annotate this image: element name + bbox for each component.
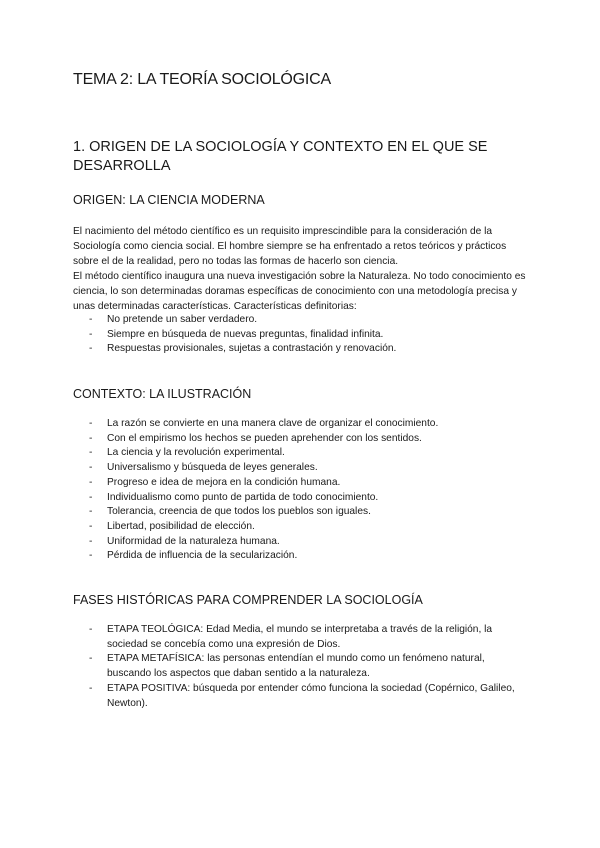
dash-marker: -	[89, 343, 93, 355]
list-item: - Pérdida de influencia de la secularización.	[73, 549, 529, 564]
section-heading: 1. ORIGEN DE LA SOCIOLOGÍA Y CONTEXTO EN EL QUE SE DESARROLLA	[73, 139, 488, 174]
document-title: TEMA 2: LA TEORÍA SOCIOLÓGICA	[73, 71, 331, 88]
list-item: - Tolerancia, creencia de que todos los pueblos son iguales.	[73, 505, 529, 520]
dash-marker: -	[89, 506, 93, 518]
list-item: - Progreso e idea de mejora en la condición humana.	[73, 476, 529, 491]
dash-marker: -	[89, 447, 93, 459]
dash-marker: -	[89, 624, 93, 635]
list-item: - No pretende un saber verdadero.	[73, 313, 529, 328]
dash-marker: -	[89, 682, 93, 694]
dash-marker: -	[89, 550, 93, 562]
list-item: - La razón se convierte en una manera clave de organizar el conocimiento.	[73, 417, 529, 432]
dash-marker: -	[89, 520, 93, 532]
contexto-list	[73, 417, 529, 564]
list-item: - Con el empirismo los hechos se pueden aprehender con los sentidos.	[73, 432, 529, 447]
list-item: - La ciencia y la revolución experimental.	[73, 446, 529, 461]
list-item: - Individualismo como punto de partida de todo conocimiento.	[73, 491, 529, 506]
dash-marker: -	[89, 462, 93, 474]
origen-text	[73, 224, 529, 314]
fases-list	[73, 623, 529, 711]
dash-marker: -	[89, 328, 93, 340]
dash-marker: -	[89, 535, 93, 547]
dash-marker: -	[89, 432, 93, 444]
list-item: - Libertad, posibilidad de elección.	[73, 520, 529, 535]
contexto-heading: CONTEXTO: LA ILUSTRACIÓN	[73, 387, 252, 401]
fases-heading: FASES HISTÓRICAS PARA COMPRENDER LA SOCIOLOGÍA	[73, 593, 423, 607]
origen-paragraph-2: El método científico inaugura una nueva investigación sobre la Naturaleza. No todo conocimiento es ciencia, lo son determinadas doramas específicas de conocimiento con una metodología precisa y unas determinadas características. Características definitorias:	[73, 271, 526, 312]
origen-heading: ORIGEN: LA CIENCIA MODERNA	[73, 193, 265, 207]
dash-marker: -	[89, 491, 93, 503]
origen-paragraph-1: El nacimiento del método científico es un requisito imprescindible para la consideración de la Sociología como ciencia social. El hombre siempre se ha enfrentado a retos teóricos y prácticos sobre el de la realidad, pero no todas las formas de hacerlo son ciencia.	[73, 226, 507, 267]
list-item: - Respuestas provisionales, sujetas a contrastación y renovación.	[73, 342, 529, 357]
dash-marker: -	[89, 418, 93, 429]
list-item: - Uniformidad de la naturaleza humana.	[73, 535, 529, 550]
list-item: - Universalismo y búsqueda de leyes generales.	[73, 461, 529, 476]
list-item: - Siempre en búsqueda de nuevas preguntas, finalidad infinita.	[73, 328, 529, 343]
list-item: - ETAPA TEOLÓGICA: Edad Media, el mundo se interpretaba a través de la religión, la sociedad se concebía como una expresión de Dios.	[89, 624, 493, 650]
dash-marker: -	[89, 476, 93, 488]
dash-marker: -	[89, 653, 93, 665]
list-item: - ETAPA METAFÍSICA: las personas entendían el mundo como un fenómeno natural, buscando los aspectos que daban sentido a la naturaleza.	[89, 653, 485, 680]
dash-marker: -	[89, 314, 93, 325]
origen-list	[73, 313, 529, 357]
list-item: - ETAPA POSITIVA: búsqueda por entender cómo funciona la sociedad (Copérnico, Galileo, Newton).	[89, 682, 515, 709]
